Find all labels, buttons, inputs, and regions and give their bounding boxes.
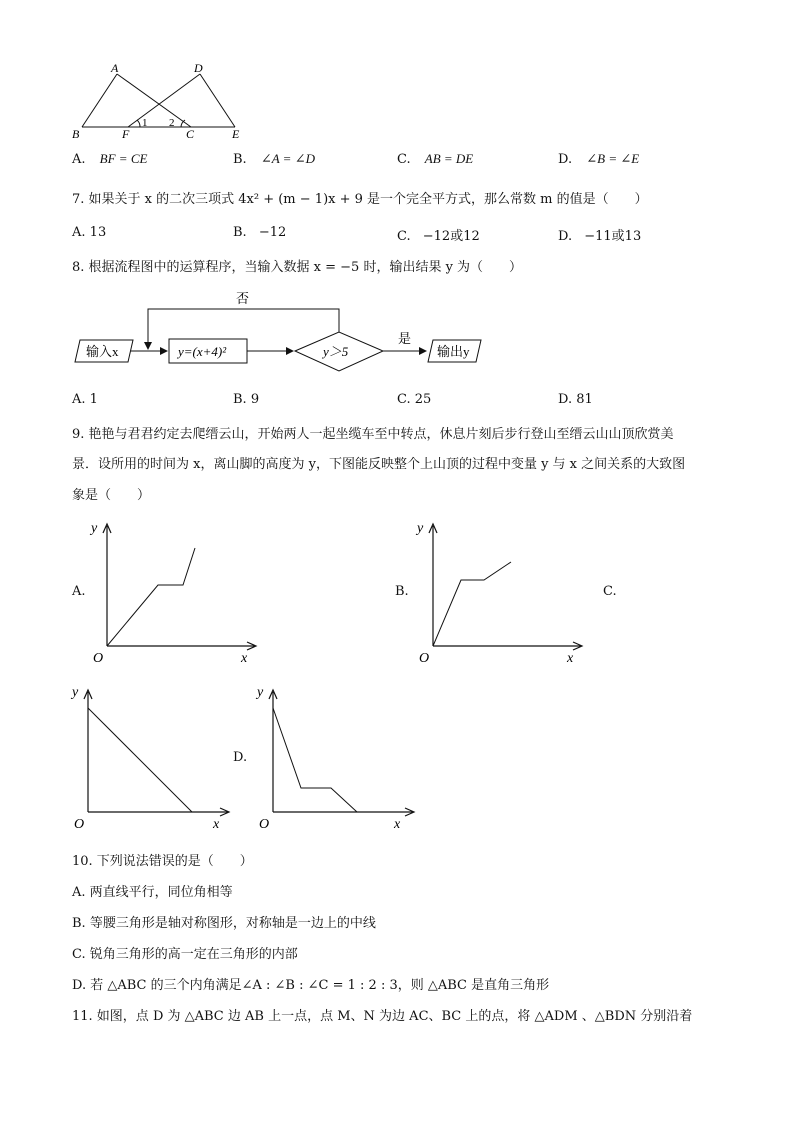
option-b[interactable] <box>233 225 286 240</box>
point-label: D <box>194 61 203 75</box>
graph-d <box>251 684 431 834</box>
axis-origin-label: O <box>93 651 104 666</box>
graph-label-a[interactable]: A. <box>72 584 86 599</box>
option-d[interactable] <box>558 225 641 244</box>
point-label: B <box>72 127 80 141</box>
option-letter: A. <box>72 392 86 407</box>
flowchart <box>0 282 700 392</box>
graph-line <box>107 548 195 646</box>
axis-y-label: y <box>91 521 98 536</box>
axis-x-label: x <box>213 817 220 832</box>
option-text: 13 <box>89 225 107 240</box>
option-b[interactable]: B. 等腰三角形是轴对称图形，对称轴是一边上的中线 <box>72 916 376 931</box>
axis-y-label: y <box>72 685 79 700</box>
option-d[interactable] <box>558 392 593 407</box>
flow-no-label: 否 <box>236 291 250 306</box>
option-c[interactable] <box>397 392 431 407</box>
option-text: 25 <box>414 392 432 407</box>
graph-label-d[interactable]: D. <box>233 750 248 765</box>
axis-x-label: x <box>567 651 574 666</box>
option-text: −11或13 <box>584 229 642 244</box>
option-a[interactable] <box>72 151 147 167</box>
axis-x-label: x <box>394 817 401 832</box>
option-letter: D. <box>558 392 573 407</box>
axis-y-label: y <box>417 521 424 536</box>
graph-line <box>88 708 192 812</box>
point-label: F <box>122 127 130 141</box>
option-letter: B. <box>233 152 247 167</box>
option-a[interactable] <box>72 225 106 240</box>
question-9-line-2: 景．设所用的时间为 x，离山脚的高度为 y，下图能反映整个上山顶的过程中变量 y 与 x 之间关系的大致图 <box>72 457 686 472</box>
option-text: 81 <box>576 392 593 407</box>
option-d[interactable] <box>558 151 639 167</box>
question-11: 11. 如图，点 D 为 △ABC 边 AB 上一点，点 M、N 为边 AC、BC 上的点，将 △ADM 、△BDN 分别沿着 <box>72 1009 693 1024</box>
point-label: E <box>232 127 240 141</box>
axis-origin-label: O <box>419 651 430 666</box>
option-letter: B. <box>233 225 247 240</box>
flow-formula: y=(x+4)² <box>178 344 227 359</box>
point-label: C <box>186 127 195 141</box>
axis-origin-label: O <box>74 817 85 832</box>
option-text: ∠A = ∠D <box>260 151 315 166</box>
angle-label: 1 <box>142 117 148 129</box>
question-9-line-3: 象是（ ） <box>72 488 151 503</box>
question-9-line-1: 9. 艳艳与君君约定去爬缙云山，开始两人一起坐缆车至中转点，休息片刻后步行登山至缙云山山顶欣赏美 <box>72 427 674 442</box>
option-text: AB = DE <box>424 151 474 166</box>
angle-label: 2 <box>169 117 175 129</box>
axis-origin-label: O <box>259 817 270 832</box>
flow-output: 输出y <box>437 344 470 359</box>
flow-yes-label: 是 <box>398 331 412 346</box>
graph-line <box>273 708 357 812</box>
axis-y-label: y <box>257 685 264 700</box>
option-letter: C. <box>397 152 411 167</box>
option-text: −12或12 <box>422 229 480 244</box>
option-letter: A. <box>72 225 86 240</box>
option-a[interactable] <box>72 392 98 407</box>
graph-a <box>85 518 265 668</box>
option-b[interactable] <box>233 151 315 167</box>
option-text: 9 <box>250 392 260 407</box>
option-text: −12 <box>258 225 287 240</box>
graph-label-b[interactable]: B. <box>395 584 409 599</box>
option-letter: D. <box>558 229 573 244</box>
option-letter: C. <box>397 392 411 407</box>
graph-b <box>411 518 591 668</box>
question-8: 8. 根据流程图中的运算程序，当输入数据 x = −5 时，输出结果 y 为（ ） <box>72 260 523 275</box>
triangle-figure <box>60 60 260 140</box>
option-c[interactable] <box>397 225 480 244</box>
option-letter: D. <box>558 152 573 167</box>
graph-c <box>66 684 246 834</box>
graph-line <box>433 562 511 646</box>
graph-label-c[interactable]: C. <box>603 584 617 599</box>
axis-x-label: x <box>241 651 248 666</box>
question-10: 10. 下列说法错误的是（ ） <box>72 854 253 869</box>
option-letter: C. <box>397 229 411 244</box>
option-a[interactable]: A. 两直线平行，同位角相等 <box>72 885 233 900</box>
option-b[interactable] <box>233 392 259 407</box>
point-label: A <box>111 61 119 75</box>
option-text: BF = CE <box>99 151 148 166</box>
flow-input: 输入x <box>86 344 119 359</box>
option-text: 1 <box>89 392 98 407</box>
option-c[interactable] <box>397 151 473 167</box>
option-text: ∠B = ∠E <box>586 151 640 166</box>
option-letter: A. <box>72 152 86 167</box>
option-d[interactable]: D. 若 △ABC 的三个内角满足∠A : ∠B : ∠C = 1 : 2 : 3，则 △ABC 是直角三角形 <box>72 978 550 993</box>
question-7: 7. 如果关于 x 的二次三项式 4x² + (m − 1)x + 9 是一个完全平方式，那么常数 m 的值是（ ） <box>72 192 648 207</box>
flow-condition: y＞5 <box>323 344 349 359</box>
option-letter: B. <box>233 392 247 407</box>
option-c[interactable]: C. 锐角三角形的高一定在三角形的内部 <box>72 947 298 962</box>
